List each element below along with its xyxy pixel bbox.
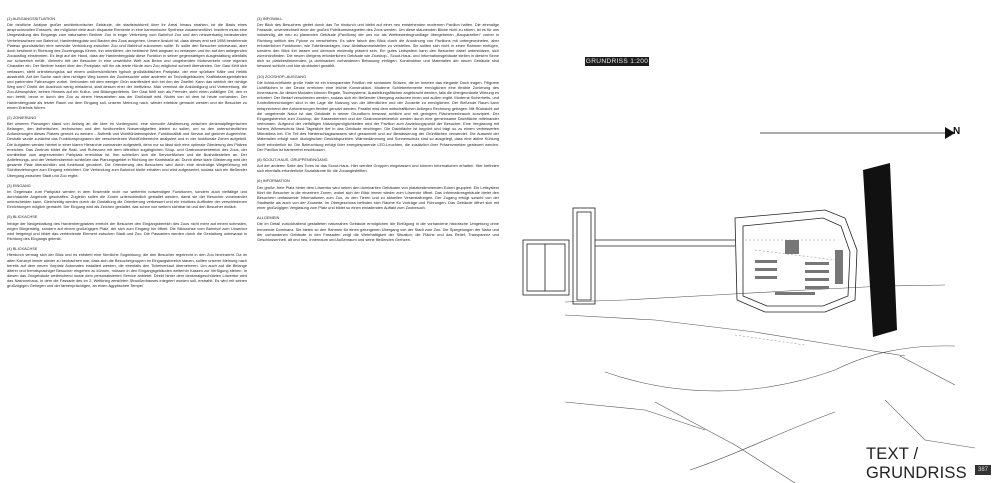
section-zooshop bbox=[257, 74, 499, 152]
pavilion-left bbox=[523, 240, 569, 295]
building-mass-black bbox=[863, 163, 897, 337]
section-body: Bei unseren Planungen stand von Anfang an die Idee im Vordergrund, eine sinnvolle Abstimmung zwischen denkmalpflegerischen Belangen, den ästhetischen, technischen und den funktionellen Notwendigkeiten leisten zu sollen, um so den unterschiedlichen Anforderungen dieses Platzes gerecht zu werden – Ästhetik und Wohlfühlatmosphäre, Funktionalität und Service auf gleicher Augenhöhe. Deshalb wurde zunächst das Funktionsprogramm der verschiedenen Wohlfühlbereiche analysiert und in vier funktionale Zonen aufgeteilt. Die Aufgaben werden hierbei in einer klaren Hierarchie zueinander aufgestellt, denn nur so lässt sich eine optimale Gliederung des Platzes erreichen. Das Zentrum bildet die Rast- und Ruhezone mit dem öffentlich zugänglichen Shop- und Gastronomiebereich des Zoos, der unmittelbar vom angrenzenden Parkplatz erreichbar ist. Ihm schließen sich die Serviceflächen und die Bushaltestellen an. Der Anlieferungs- und der Verkehrsbereich schließen das Planungsgebiet in Richtung der Kantstraße ab. Durch diese klare Gliederung wird der gesamte Platz übersichtlich und funktional geordnet. Die Orientierung des Besuchers wird durch eine eindeutige Wegeführung mit Sichtbeziehungen zum Eingang erleichtert. Die Verbindung zum Bahnhof bleibt erhalten und wird aufgewertet, sodass sich ein fließender Übergang zwischen Stadt und Zoo ergibt. bbox=[7, 120, 247, 178]
section-blickachse-4 bbox=[7, 246, 247, 288]
floor-plan bbox=[505, 0, 1000, 483]
section-heading: (1) AUSGANGSSITUATION bbox=[7, 16, 56, 21]
section-heading: (8) SCOUT-HAUS, GRUPPENEINGANG bbox=[257, 156, 328, 162]
plan-scale-label: GRUNDRISS 1:200 bbox=[585, 58, 649, 65]
section-heading: (5) BLICKACHSE bbox=[7, 214, 38, 220]
section-body: Der Blick des Besuchers gleitet durch das Tor hindurch und bleibt auf einer neu entstehenden modernen Pavillon haften. Die einmalige Fassade, unverwechselt einer der großen Publikumsmagneten des Zoos werden. Um diese staunenden Blicke nicht zu stören, ist es für uns notwendig, die neu zu planenden Gebäude (Pavillons) der uns vor als Wettbewerbsgrundlage übergebenen „Bauparzellen“ vorher in Richtung seitlich des Pylone zu verschieben. Es wäre falsch den Blick durch die Anordnung von Pavillons mit untergeordneten, aber erforderlichen Funktionen, wie Toilettenanlagen, bzw. Abfallsammelstellen zu verstellen. Sie sollten sich nicht in einen Rahmen einfügen, sondern den Blick frei lassen und dennoch eindeutig präsent sein. Ein gutes Leitsystem kann den Besucher dabei unterstützen, sich zurechtzufinden. Die neuen übrigens erforderlichen Gebäude wie Zooshop-, Scout-Haus- und Informationsgebäude stellen in diesem Sinne dich so platzbestimmenden, ja dominanten vorhandenen Bebauung einfügen. Konstruktion und Materialien der neuen Gebäude sind bewusst schlicht und klar strukturiert gewählt. bbox=[257, 22, 499, 69]
page-title: TEXT / GRUNDRISS bbox=[866, 445, 967, 482]
section-body: Im Gegensatz zum Parkplatz werden in dem Ensemble nicht nur weiterhin notwendigen Funktionen, sondern auch vielfältige und durchdachte Angebote geschaffen. Zugleich sollen die Zonen unterschiedlich gestaltet werden, damit sie der Besucher voneinander unterscheiden kann. Gleichzeitig werden durch die Gestaltung die Orientierung verbessert und ein intuitives Auffinden der verschiedenen Einrichtungen möglich gemacht. Der Eingang wird als Zeichen gestaltet, das schon von weitem sichtbar ist und den Besucher einlädt. bbox=[7, 188, 247, 210]
section-body: Infolge der Neugestaltung des Hardenbergplatzes erreicht der Besucher den Eingangsbereich des Zoos nicht mehr auf einem schmalen, engen Bürgersteig, sondern auf einem großzügigen Platz, der sich zum Eingang hin öffnet. Die Blickachse vom Bahnhof zum Löwentor wird freigelegt und bildet das verbindende Element zwischen Stadt und Zoo. Die Passanten werden durch die Gestaltung unbewusst in Richtung des Eingangs gelenkt. bbox=[7, 220, 247, 242]
section-heading: (3) INFOWALL bbox=[257, 16, 283, 21]
north-letter: N bbox=[953, 126, 961, 137]
gate-structure bbox=[573, 208, 735, 304]
section-ausgangssituation bbox=[7, 16, 247, 110]
section-blickachse-5 bbox=[7, 214, 247, 241]
page-number: 387 bbox=[975, 465, 991, 475]
section-scout-haus bbox=[257, 157, 499, 173]
section-heading: (2) ZONIERUNG bbox=[7, 114, 37, 120]
section-body: Auf der anderen Seite des Tores ist das Scout-Haus. Hier werden Gruppen eingelassen und können Informationen erhalten. Hier befinden sich ebenfalls erforderliche Sozialräume für die Zooangestellten. bbox=[257, 163, 499, 174]
section-heading: (6) INFORMATION bbox=[257, 178, 290, 184]
section-infowall bbox=[257, 16, 499, 69]
section-heading: (3) EINGANG bbox=[7, 182, 31, 188]
text-column-left bbox=[7, 16, 247, 294]
north-arrow bbox=[760, 127, 955, 139]
text-column-middle bbox=[257, 16, 499, 247]
section-heading: (4) BLICKACHSE bbox=[7, 246, 38, 252]
section-eingang bbox=[7, 183, 247, 210]
section-body: Die lichtdurchflutete große Halle ist ein transparenter Pavillon mit schlanken Stützen, die im Inneren das elegante Dach tragen. Filigrane Lichtflächen in der Decke erreichen eine leichte Konstruktion. Moderne Schiebeelemente ermöglichen eine flexible Zonierung des Innenraums. An diesen Modalen können Regale, Tischsysteme, Ausstellungsflächen angebracht werden, falls die übergeordnete Wirkung es erfordert. Der Bedarf verschieden werden, sodass sich ein fließender Übergang zwischen innen und außen ergibt. Moderne Sicherheits- und Kontrolleinrichtungen sind in der Lage die Nutzung von der öffentlichen und der Zooseite zu ermöglichen. Der fließende Raum kann entsprechend den Anforderungen flexibel genutzt werden. Parallel wird dem wirtschaftlichen Anliegen Rechnung getragen. Mit Rücksicht auf die umgebende Natur ist das Gebäude in seiner Grundform bewusst schlicht und mit geringem Flächenverbrauch konzipiert. Der Eingangsbereich zum Zooshop, der Kassenbereich und der Gastronomiebereich werden durch eine gemeinsame Dachfläche miteinander verbunden. Aufgrund der vielfältigen Nutzungsmöglichkeiten wird der Pavillon zum Anziehungspunkt der Besucher. Eine Verglasung mit hohem Wärmeschutz lässt Tageslicht tief in das Gebäude eindringen. Die Dachfläche ist begrünt und trägt so zu einem verbesserten Mikroklima bei. Ein Teil des Niederschlagswassers wird gesammelt und zur Bewässerung der Grünflächen verwendet. Die Auswahl der Materialien erfolgt nach ökologischen Gesichtspunkten. Wärmedämmung und Sonnenschutz sind so ausgelegt, dass eine aktive Kühlung nicht erforderlich ist. Die Beleuchtung erfolgt über energiesparende LED-Leuchten, die zusätzlich über Präsenzmelder gesteuert werden. Der Pavillon ist barrierefrei erschlossen. bbox=[257, 79, 500, 152]
section-heading: ALLGEMEIN bbox=[257, 215, 280, 221]
section-zonierung bbox=[7, 115, 247, 178]
section-heading: (10) ZOOSHOP–AUSGANG bbox=[257, 73, 307, 79]
section-body: Der große, freie Platz hinter dem Löwentor wird neben den dominanten Gebäuden von platzbestimmenden Ecken gruppiert. Ein Leitsystem führt die Besucher in die einzelnen Zonen, wobei sich der Blick immer wieder zum Löwentor öffnet. Das Informationsgebäude bietet den Besuchern umfassende Informationen zum Zoo, zu den Tieren und zu aktuellen Veranstaltungen. Der Zugang erfolgt sowohl von der Stadtseite als auch von der Zooseite. Im Obergeschoss befinden sich Räume für Vorträge und Führungen. Das Gebäude öffnet sich mit einer großzügigen Verglasung zum Platz und bildet so einen einladenden Auftakt zum Zoobesuch. bbox=[257, 184, 499, 211]
floor-plan-drawing bbox=[505, 0, 1000, 483]
section-body: Die im Detail zurückhaltend gestalteten naturnahen Gebäude ermöglichen die Einfügung in die vorhandene historische Umgebung ohne trennende Dominanz. Sie bieten so den Rahmen für einen gelungenen Übergang von der Stadt zum Zoo. Die Spiegelungen der Natur und der vorhandenen Gebäude in den Fassaden zeigt die Wehrhaftigkeit der Situation; die Fläche und das Relief, Transparenz und Geschlossenheit, alt und neu, Innenraum und Außenraum und seine fließenden Grenzen. bbox=[257, 221, 499, 242]
section-body: Hierdurch vermag sich der Blick und es entsteht eine förmliche Sogwirkung, die den Besucher regelrecht in den Zoo hineinzieht. Da im alten Konzept immer wieder zu beobachten war, dass sich die Besuchergruppen im Eingangsbereich stauen, sollten unserer Meinung nach bereits auf dem neuen Vorplatz Automaten installiert werden, die ebenfalls den Ticketverkauf übernehmen. Um auch auf die Belange älterer und fremdsprachiger Besucher eingehen zu können, müssen in den Eingangsgebäuden weiterhin Kassen zur Verfügung stehen. In diesen das Zoogebäude weitreichend sowie dem personalisierten Service anbietet. Direkt hinter dem denkmalgeschützten Löwentor wird das Nashornhaus, in dem die Fassade des im 2. Weltkrieg zerstörten Straußenhauses integriert worden soll, erstrahlt. Es wird mit seinen großzügigen Gehegen und der farbenprächtigen, an einen ägyptischen Tempel bbox=[7, 252, 247, 289]
section-body: Die deutliche Analyse großer architektonischer Gebäude, die stadtstrukturell über ihr Areal hinaus strahlen, ist die Basis eines anspruchsvollen Entwurfs, der möglichst viele auch disparate Elemente in eine harmonische Synthese zusammenführt. Insofern muss eine Umgestaltung des Eingangs zum naturnahen Berliner Zoo in enger Vertretung vom Bahnhof Zoo und den netzwerkartig bedeutenden Verkehrsachsen von Bahnhof, Hardenbergplatz und Bauten des Zoos ausgehen. Unsere Ansicht ist, dass dieses erst seit 1958 bestehende Plateau grundsätzlich eine wertvolle Verbindung zwischen Zoo und Bahnhof zukommen sollte. Er sollte den Besucher unbewusst, aber doch bestimmt in Richtung des Zooeingangs führen, ihn orientieren, der hektische Welt langsam zu verlassen und ihn auf den anliegenden Zooausflug einstimmen. Es liegt auf der Hand, dass der Hardenbergplatz diese Funktion in seiner gegenwärtigen Ausgestaltung allenfalls nur schwerlich erfüllt. Vielmehr tritt der Besucher in eine unwirtliche Welt aus Beton und umgebenden Motorverkehr ohne eigenen Charakter ein. Der Berliner hastet über den Parkplatz; will ihn als letzte Hürde zum Zoo möglichst schnell überwinden. Der Gast fühlt sich verlassen, steht orientierungslos auf einem unübersichtlichen typisch großstädtischen Parkplatz, der eine spürbare Kälte und Hektik ausstrahlt. Auf der Suche nach dem richtigen Weg kommt der Zoobesucher unter anderem an Technikgebäuden, Kraftfahrzeugeinfahrten und parkenden Fahrzeugen vorbei. Verbunden mit dem weniger Grün manifestiert sich bei ihm der Zweifel: Kann das wirklich der richtige Weg sein? Direkt der Ausdruck wenig einladend, statt dessen eher der Ineffizienz. Man vermisst die Ankündigung und Vorbereitung, die Zoo-Atmosphäre, keinen Hinweis auf ein Kultur- und Bildungserlebnis. Der Gast fühlt sich als Fremder, sieht einen zufälligen Ort, den er nun betritt, bevor er durch den Zoo zu einem Heraustreten aus der Großstadt wird. Nichts von all dem ist heute vorhanden. Der Hardenbergplatz als letzter Raum vor dem Eingang soll, unserer Meinung nach, wieder erlebbar gemacht werden und die Besucher zu einem Erlebnis führen. bbox=[7, 22, 247, 110]
section-allgemein bbox=[257, 215, 499, 242]
section-information bbox=[257, 178, 499, 210]
pavilion-furniture bbox=[755, 240, 843, 295]
